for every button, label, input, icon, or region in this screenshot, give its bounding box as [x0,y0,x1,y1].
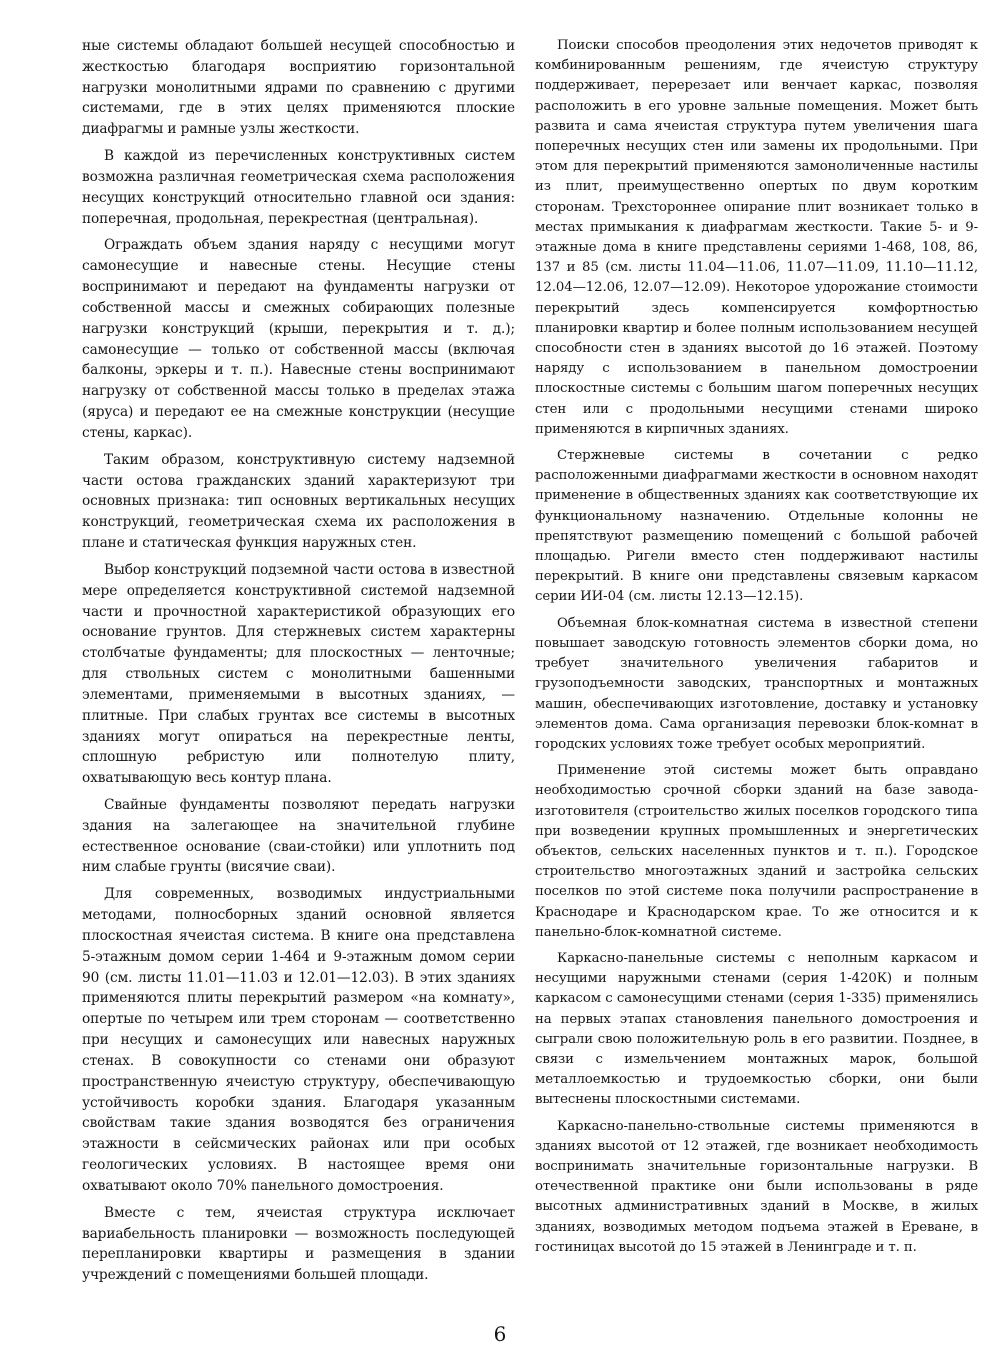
paragraph: Применение этой системы может быть оправдано необходимостью срочной сборки зданий на базе завода-изготовителя (строительство жилых поселков городского типа при возведении крупных промышленных и энергетических объектов, сельских населенных пунктов и т. п.). Городское строительство многоэтажных зданий и застройка сельских поселков по этой системе пока получили распространение в Краснодаре и Краснодарском крае. То же относится и к панельно-блок-комнатной системе. [535,763,978,940]
left-text-column [82,36,515,1292]
paragraph: Каркасно-панельные системы с неполным каркасом и несущими наружными стенами (серия 1-420К) и полным каркасом с самонесущими стенами (серия 1-335) применялись на первых этапах становления панельного домостроения и сыграли свою положительную роль в его развитии. Позднее, в связи с измельчением монтажных марок, большой металлоемкостью и трудоемкостью сборки, они были вытеснены плоскостными системами. [535,950,978,1108]
paragraph: Объемная блок-комнатная система в известной степени повышает заводскую готовность элементов сборки дома, но требует значительного увеличения габаритов и грузоподъемности заводских, транспортных и монтажных машин, обеспечивающих изготовление, доставку и установку элементов дома. Сама организация перевозки блок-комнат в городских условиях тоже требует особых мероприятий. [535,615,978,752]
paragraph: Поиски способов преодоления этих недочетов приводят к комбинированным решениям, где ячеистую структуру поддерживает, перерезает или венчает каркас, позволяя расположить в его уровне зальные помещения. Может быть развита и сама ячеистая структура путем увеличения шага поперечных несущих стен или замены их продольными. При этом для перекрытий применяются замоноличенные настилы из плит, преимущественно опертых по двум коротким сторонам. Трехстороннее опирание плит возникает только в местах примыкания к диафрагмам жесткости. Такие 5- и 9-этажные дома в книге представлены сериями 1-468, 108, 86, 137 и 85 (см. листы 11.04—11.06, 11.07—11.09, 11.10—11.12, 12.04—12.06, 12.07—12.09). Некоторое удорожание стоимости перекрытий здесь компенсируется комфортностью планировки квартир и более полным использованием несущей способности стен в зданиях высотой до 16 этажей. Поэтому наряду с использованием в панельном домостроении плоскостные системы с большим шагом поперечных несущих стен или с продольными несущими стенами широко применяются в кирпичных зданиях. [535,38,978,437]
paragraph: Выбор конструкций подземной части остова в известной мере определяется конструктивной системой надземной части и прочностной характеристикой образующих его основание грунтов. Для стержневых систем характерны столбчатые фундаменты; для плоскостных — ленточные; для ствольных систем с монолитными башенными элементами, применяемыми в высотных зданиях, — плитные. При слабых грунтах все системы в высотных зданиях могут опираться на перекрестные ленты, сплошную ребристую или полнотелую плиту, охватывающую весь контур плана. [82,561,515,787]
page-number: 6 [493,1322,507,1346]
paragraph: Вместе с тем, ячеистая структура исключает вариабельность планировки — возможность последующей перепланировки квартиры и размещения в здании учреждений с помещениями большей площади. [82,1204,515,1284]
right-text-column [535,36,978,1264]
paragraph: Каркасно-панельно-ствольные системы применяются в зданиях высотой от 12 этажей, где возникает необходимость воспринимать значительные горизонтальные нагрузки. В отечественной практике они были использованы в ряде высотных административных зданий в Москве, в жилых зданиях, возводимых методом подъема этажей в Ереване, в гостиницах высотой до 15 этажей в Ленинграде и т. п. [535,1118,978,1255]
paragraph: Свайные фундаменты позволяют передать нагрузки здания на залегающее на значительной глубине естественное основание (сваи-стойки) или уплотнить под ним слабые грунты (висячие сваи). [82,796,515,876]
paragraph: ные системы обладают большей несущей способностью и жесткостью благодаря восприятию горизонтальной нагрузки монолитными ядрами по сравнению с другими системами, где в этих целях применяются плоские диафрагмы и рамные узлы жесткости. [82,38,515,138]
paragraph: Стержневые системы в сочетании с редко расположенными диафрагмами жесткости в основном находят применение в общественных зданиях как соответствующие их функциональному назначению. Отдельные колонны не препятствуют размещению помещений с большой рабочей площадью. Ригели вместо стен поддерживают настилы перекрытий. В книге они представлены связевым каркасом серии ИИ-04 (см. листы 12.13—12.15). [535,448,978,605]
paragraph: Ограждать объем здания наряду с несущими могут самонесущие и навесные стены. Несущие стены воспринимают и передают на фундаменты нагрузки от собственной массы и смежных собирающих полезные нагрузки конструкций (крыши, перекрытия и т. д.); самонесущие — только от собственной массы (включая балконы, эркеры и т. п.). Навесные стены воспринимают нагрузку от собственной массы только в пределах этажа (яруса) и передают ее на смежные конструкции (несущие стены, каркас). [82,237,515,441]
paragraph: Таким образом, конструктивную систему надземной части остова гражданских зданий характеризуют три основных признака: тип основных вертикальных несущих конструкций, геометрическая схема их расположения в плане и статическая функция наружных стен. [82,451,515,552]
paragraph: Для современных, возводимых индустриальными методами, полносборных зданий основной является плоскостная ячеистая система. В книге она представлена 5-этажным домом серии 1-464 и 9-этажным домом серии 90 (см. листы 11.01—11.03 и 12.01—12.03). В этих зданиях применяются плиты перекрытий размером «на комнату», опертые по четырем или трем сторонам — соответственно при несущих и самонесущих или навесных наружных стенах. В совокупности со стенами они образуют пространственную ячеистую структуру, обеспечивающую устойчивость коробки здания. Благодаря указанным свойствам такие здания возводятся без ограничения этажности в сейсмических районах или при особых геологических условиях. В настоящее время они охватывают около 70% панельного домостроения. [82,886,515,1194]
paragraph: В каждой из перечисленных конструктивных систем возможна различная геометрическая схема расположения несущих конструкций относительно главной оси здания: поперечная, продольная, перекрестная (центральная). [82,148,515,227]
